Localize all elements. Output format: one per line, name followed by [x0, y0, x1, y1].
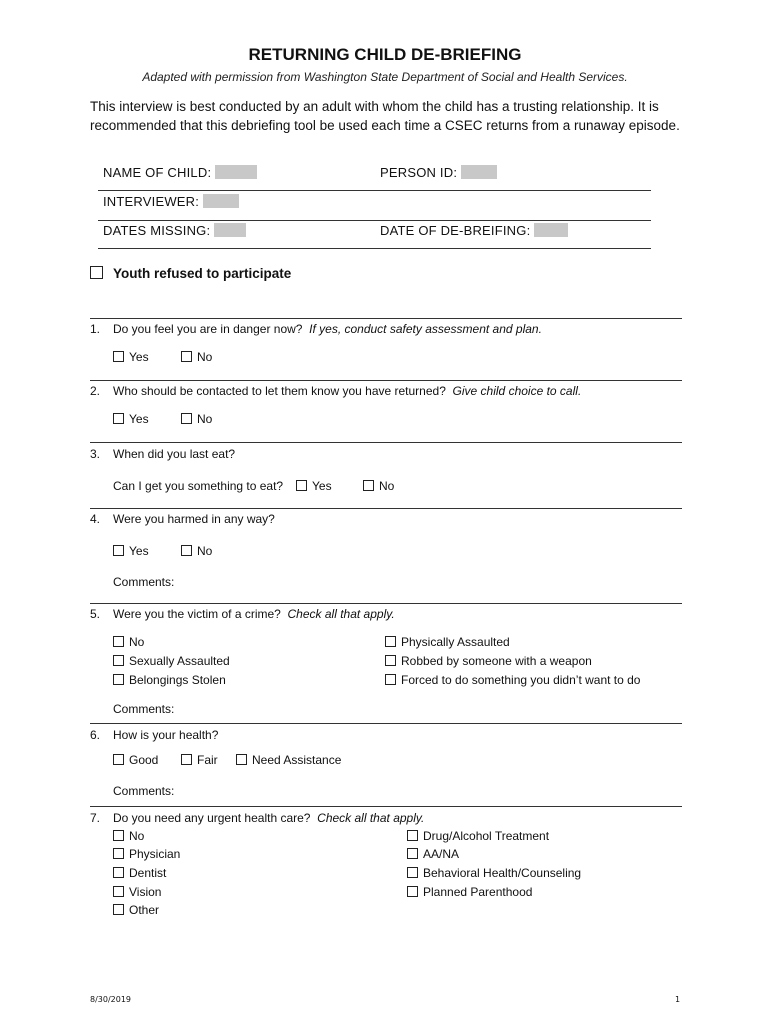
question-5-text: Were you the victim of a crime?	[113, 607, 281, 621]
option-label: Yes	[129, 350, 149, 364]
question-text	[113, 607, 395, 621]
q5-physically-assaulted-checkbox[interactable]	[385, 635, 510, 649]
person-id-field[interactable]	[380, 165, 497, 180]
option-label: Dentist	[129, 866, 167, 880]
checkbox-icon	[236, 754, 247, 765]
q5-robbed-checkbox[interactable]	[385, 654, 592, 668]
question-2-note: Give child choice to call.	[452, 384, 582, 398]
checkbox-icon	[407, 848, 418, 859]
divider	[98, 248, 651, 249]
option-label: Need Assistance	[252, 753, 342, 767]
q7-other-checkbox[interactable]	[113, 903, 159, 917]
person-id-label: PERSON ID:	[380, 165, 458, 180]
q7-drug-alcohol-checkbox[interactable]	[407, 829, 549, 843]
question-1-text: Do you feel you are in danger now?	[113, 322, 303, 336]
q7-no-checkbox[interactable]	[113, 829, 144, 843]
intro-paragraph: This interview is best conducted by an adult with whom the child has a trusting relationship. It is recommended that this debriefing tool be used each time a CSEC returns from a runaway episode.	[90, 99, 680, 133]
page-subtitle: Adapted with permission from Washington State Department of Social and Health Services.	[142, 70, 628, 84]
option-label: Belongings Stolen	[129, 673, 226, 687]
divider	[90, 603, 682, 604]
interviewer-label: INTERVIEWER:	[103, 194, 200, 209]
question-number: 6.	[90, 728, 101, 742]
option-label: Physician	[129, 847, 181, 861]
checkbox-icon	[113, 636, 124, 647]
checkbox-icon	[90, 266, 103, 279]
q3-yes-checkbox[interactable]	[296, 479, 332, 493]
option-label: Fair	[197, 753, 218, 767]
divider	[98, 220, 651, 221]
option-label: Yes	[129, 412, 149, 426]
q4-no-checkbox[interactable]	[181, 544, 212, 558]
option-label: No	[129, 829, 145, 843]
question-number: 1.	[90, 322, 101, 336]
interviewer-field[interactable]	[103, 194, 239, 209]
q3-sub-question: Can I get you something to eat?	[113, 479, 284, 493]
option-label: Behavioral Health/Counseling	[423, 866, 582, 880]
question-number: 3.	[90, 447, 101, 461]
q7-dentist-checkbox[interactable]	[113, 866, 166, 880]
checkbox-icon	[407, 830, 418, 841]
question-number: 4.	[90, 512, 101, 526]
q7-planned-parenthood-checkbox[interactable]	[407, 885, 532, 899]
checkbox-icon	[296, 480, 307, 491]
q7-vision-checkbox[interactable]	[113, 885, 161, 899]
divider	[90, 508, 682, 509]
q5-belongings-stolen-checkbox[interactable]	[113, 673, 226, 687]
q4-yes-checkbox[interactable]	[113, 544, 149, 558]
option-label: Robbed by someone with a weapon	[401, 654, 592, 668]
q2-yes-checkbox[interactable]	[113, 412, 149, 426]
redacted-value	[461, 165, 497, 179]
checkbox-icon	[113, 867, 124, 878]
option-label: No	[197, 412, 213, 426]
q6-comments-label: Comments:	[113, 784, 175, 798]
option-label: No	[197, 544, 213, 558]
question-text	[113, 322, 542, 336]
checkbox-icon	[407, 867, 418, 878]
q5-no-checkbox[interactable]	[113, 635, 144, 649]
question-1-note: If yes, conduct safety assessment and plan.	[309, 322, 542, 336]
checkbox-icon	[181, 413, 192, 424]
option-label: Yes	[129, 544, 149, 558]
option-label: Sexually Assaulted	[129, 654, 230, 668]
checkbox-icon	[113, 351, 124, 362]
q2-no-checkbox[interactable]	[181, 412, 212, 426]
q6-need-assistance-checkbox[interactable]	[236, 753, 341, 767]
checkbox-icon	[181, 351, 192, 362]
divider	[90, 318, 682, 319]
page-number: 1	[675, 995, 681, 1004]
question-4-text: Were you harmed in any way?	[113, 512, 275, 526]
redacted-value	[215, 165, 257, 179]
q6-fair-checkbox[interactable]	[181, 753, 218, 767]
question-7-text: Do you need any urgent health care?	[113, 811, 311, 825]
checkbox-icon	[113, 413, 124, 424]
q7-aa-na-checkbox[interactable]	[407, 847, 459, 861]
page-title: RETURNING CHILD DE-BRIEFING	[248, 45, 522, 64]
footer-date: 8/30/2019	[90, 995, 132, 1004]
q5-forced-checkbox[interactable]	[385, 673, 640, 687]
q5-sexually-assaulted-checkbox[interactable]	[113, 654, 230, 668]
redacted-value	[534, 223, 568, 237]
divider	[90, 723, 682, 724]
divider	[90, 806, 682, 807]
checkbox-icon	[113, 830, 124, 841]
youth-refused-checkbox[interactable]	[90, 266, 291, 281]
youth-refused-label: Youth refused to participate	[113, 266, 292, 281]
q1-no-checkbox[interactable]	[181, 350, 212, 364]
question-6-text: How is your health?	[113, 728, 219, 742]
checkbox-icon	[181, 545, 192, 556]
checkbox-icon	[113, 886, 124, 897]
question-number: 7.	[90, 811, 101, 825]
q1-yes-checkbox[interactable]	[113, 350, 149, 364]
checkbox-icon	[407, 886, 418, 897]
name-of-child-field[interactable]	[103, 165, 257, 180]
question-text	[113, 384, 581, 398]
option-label: Drug/Alcohol Treatment	[423, 829, 550, 843]
question-number: 2.	[90, 384, 101, 398]
checkbox-icon	[385, 636, 396, 647]
checkbox-icon	[113, 904, 124, 915]
checkbox-icon	[385, 655, 396, 666]
checkbox-icon	[181, 754, 192, 765]
dates-missing-label: DATES MISSING:	[103, 223, 211, 238]
option-label: No	[197, 350, 213, 364]
question-text	[113, 811, 424, 825]
option-label: Other	[129, 903, 160, 917]
question-7-note: Check all that apply.	[317, 811, 425, 825]
date-of-debriefing-field[interactable]	[380, 223, 568, 238]
checkbox-icon	[113, 754, 124, 765]
option-label: Good	[129, 753, 159, 767]
date-of-debriefing-label: DATE OF DE-BREIFING:	[380, 223, 531, 238]
option-label: Forced to do something you didn’t want to do	[401, 673, 641, 687]
q7-behavioral-health-checkbox[interactable]	[407, 866, 581, 880]
dates-missing-field[interactable]	[103, 223, 246, 238]
redacted-value	[203, 194, 239, 208]
q4-comments-label: Comments:	[113, 575, 175, 589]
divider	[98, 190, 651, 191]
option-label: No	[379, 479, 395, 493]
question-2-text: Who should be contacted to let them know you have returned?	[113, 384, 446, 398]
option-label: No	[129, 635, 145, 649]
question-number: 5.	[90, 607, 101, 621]
divider	[90, 380, 682, 381]
name-of-child-label: NAME OF CHILD:	[103, 165, 212, 180]
checkbox-icon	[385, 674, 396, 685]
checkbox-icon	[113, 545, 124, 556]
checkbox-icon	[363, 480, 374, 491]
q7-physician-checkbox[interactable]	[113, 847, 180, 861]
question-5-note: Check all that apply.	[287, 607, 395, 621]
checkbox-icon	[113, 655, 124, 666]
q6-good-checkbox[interactable]	[113, 753, 158, 767]
option-label: Yes	[312, 479, 332, 493]
divider	[90, 442, 682, 443]
checkbox-icon	[113, 674, 124, 685]
checkbox-icon	[113, 848, 124, 859]
option-label: Vision	[129, 885, 162, 899]
q3-no-checkbox[interactable]	[363, 479, 394, 493]
option-label: AA/NA	[423, 847, 460, 861]
question-3-text: When did you last eat?	[113, 447, 236, 461]
redacted-value	[214, 223, 246, 237]
option-label: Physically Assaulted	[401, 635, 510, 649]
q5-comments-label: Comments:	[113, 702, 175, 716]
option-label: Planned Parenthood	[423, 885, 533, 899]
